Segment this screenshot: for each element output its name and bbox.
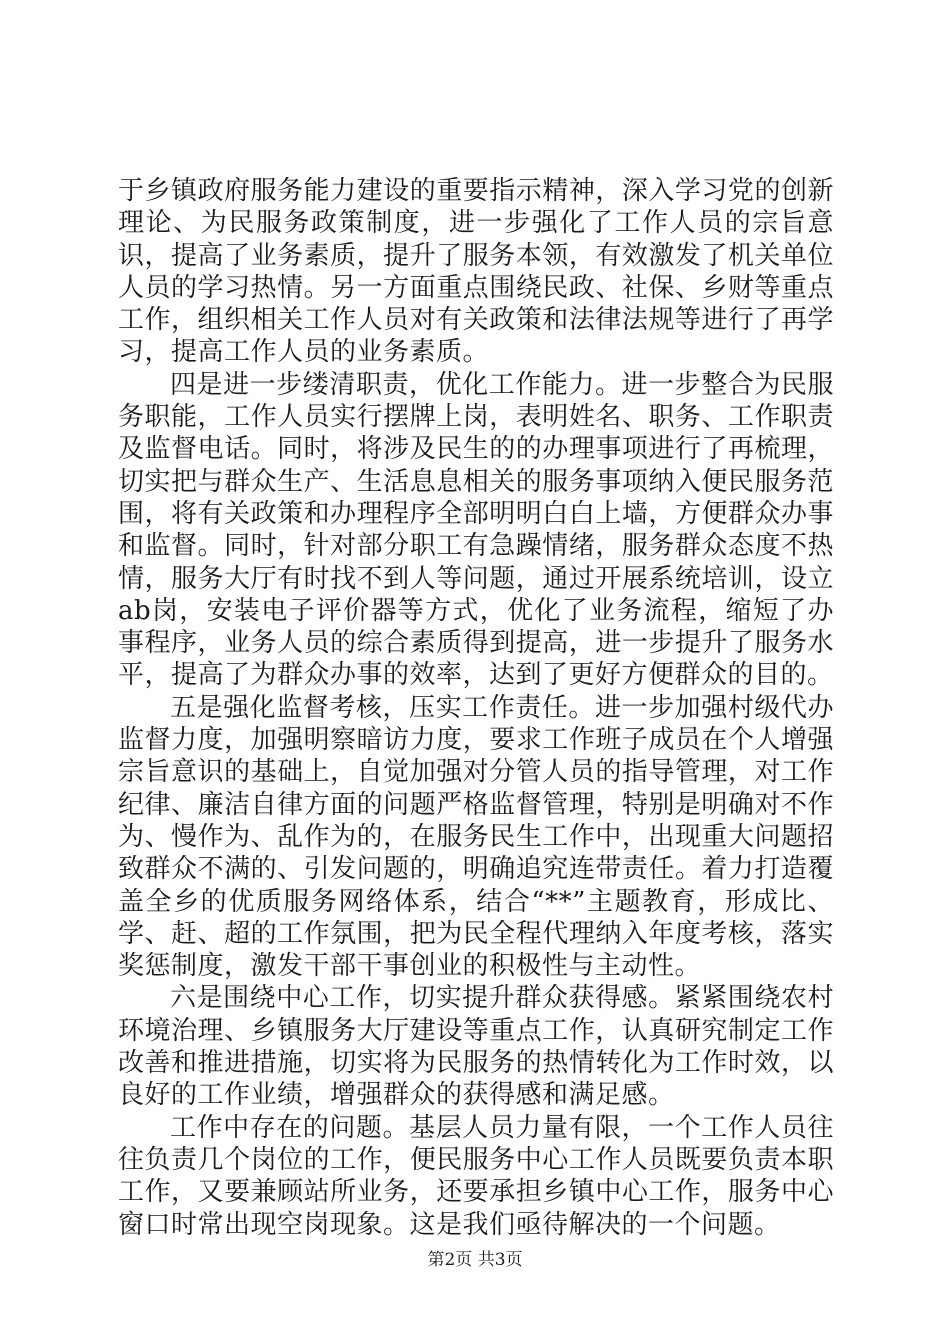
paragraph-2: 四是进一步缕清职责，优化工作能力。进一步整合为民服务职能，工作人员实行摆牌上岗，表明姓名、职务、工作职责及监督电话。同时，将涉及民生的的办理事项进行了再梳理，切实把与群众生产、生活息息相关的服务事项纳入便民服务范围，将有关政策和办理程序全部明明白白上墙，方便群众办事和监督。同时，针对部分职工有急躁情绪，服务群众态度不热情，服务大厅有时找不到人等问题，通过开展系统培训，设立ab岗，安装电子评价器等方式，优化了业务流程，缩短了办事程序，业务人员的综合素质得到提高，进一步提升了服务水平，提高了为群众办事的效率，达到了更好方便群众的目的。 (118, 369, 834, 691)
paragraph-1: 于乡镇政府服务能力建设的重要指示精神，深入学习党的创新理论、为民服务政策制度，进一步强化了工作人员的宗旨意识，提高了业务素质，提升了服务本领，有效激发了机关单位人员的学习热情。另一方面重点围绕民政、社保、乡财等重点工作，组织相关工作人员对有关政策和法律法规等进行了再学习，提高工作人员的业务素质。 (118, 176, 834, 368)
paragraph-4: 六是围绕中心工作，切实提升群众获得感。紧紧围绕农村环境治理、乡镇服务大厅建设等重点工作，认真研究制定工作改善和推进措施，切实将为民服务的热情转化为工作时效，以良好的工作业绩，增强群众的获得感和满足感。 (118, 983, 834, 1111)
page-number-footer: 第2页 共3页 (427, 1250, 523, 1270)
paragraph-3: 五是强化监督考核，压实工作责任。进一步加强村级代办监督力度，加强明察暗访力度，要求工作班子成员在个人增强宗旨意识的基础上，自觉加强对分管人员的指导管理，对工作纪律、廉洁自律方面的问题严格监督管理，特别是明确对不作为、慢作为、乱作为的，在服务民生工作中，出现重大问题招致群众不满的、引发问题的，明确追究连带责任。着力打造覆盖全乡的优质服务网络体系，结合“**”主题教育，形成比、学、赶、超的工作氛围，把为民全程代理纳入年度考核，落实奖惩制度，激发干部干事创业的积极性与主动性。 (118, 692, 834, 982)
document-body (118, 175, 834, 1241)
paragraph-5: 工作中存在的问题。基层人员力量有限，一个工作人员往往负责几个岗位的工作，便民服务中心工作人员既要负责本职工作，又要兼顾站所业务，还要承担乡镇中心工作，服务中心窗口时常出现空岗现象。这是我们亟待解决的一个问题。 (118, 1112, 834, 1240)
